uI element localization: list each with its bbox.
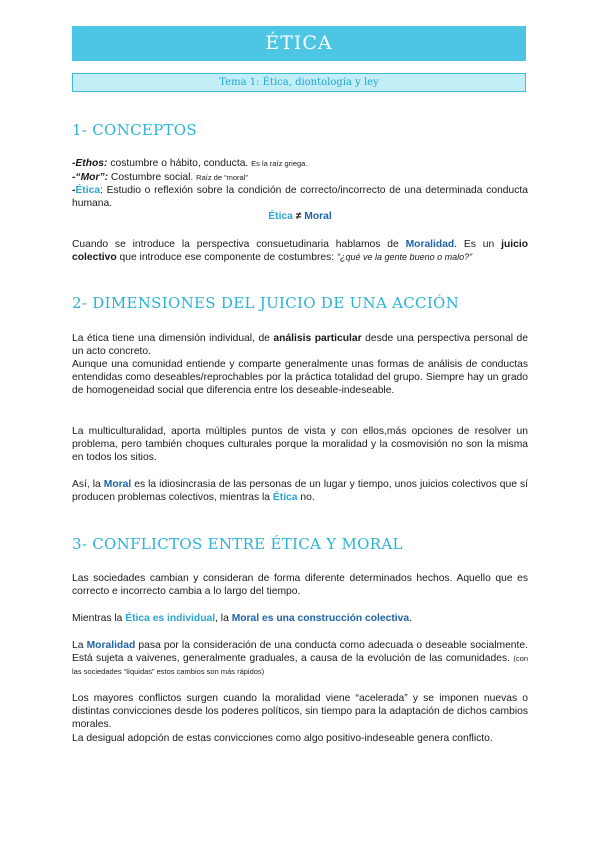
text: Mientras la xyxy=(72,613,126,624)
paragraph-moralidad-sujeta xyxy=(72,639,528,678)
term-ethos: -Ethos: xyxy=(72,158,108,169)
definition-mor xyxy=(72,171,528,184)
paragraph-moral-idiosincrasia xyxy=(72,478,528,504)
text: . xyxy=(409,613,412,624)
highlight: Ética es individual xyxy=(125,613,216,624)
dash: - xyxy=(72,185,76,196)
text: Cuando se introduce la perspectiva consuetudinaria hablamos de xyxy=(72,239,406,250)
text: Así, la xyxy=(72,479,104,490)
eq-right: Moral xyxy=(304,211,332,222)
text: es la idiosincrasia de las personas de un lugar y tiempo, unos juicios colectivos que sí producen problemas colectivos, mientras la xyxy=(72,479,528,504)
section-3-title: 3- CONFLICTOS ENTRE ÉTICA Y MORAL xyxy=(72,535,403,553)
paragraph-moralidad xyxy=(72,238,528,264)
bold-text: juicio colectivo xyxy=(72,239,528,264)
paragraph-desigual: La desigual adopción de estas convicciones como algo positivo-indeseable genera conflicto. xyxy=(72,733,493,744)
highlight: Moralidad xyxy=(86,640,136,651)
document-title: ÉTICA xyxy=(72,26,526,61)
highlight: Moral es una construcción colectiva xyxy=(231,613,410,624)
paragraph-multiculturalidad: La multiculturalidad, aporta múltiples puntos de vista y con ellos,más opciones de resolver un problema, pero también choques culturales porque la moralidad y la cosmovisión no son la misma en todos los sitios. xyxy=(72,426,528,464)
def-etica: : Estudio o reflexión sobre la condición de correcto/incorrecto de una determinada conducta humana. xyxy=(72,185,528,210)
eq-op: ≠ xyxy=(292,211,305,222)
text: La xyxy=(72,640,87,651)
paragraph-dimension xyxy=(72,332,528,397)
bold-text: análisis particular xyxy=(273,333,362,344)
note: (con las sociedades “líquidas” estos cambios son más rápidos) xyxy=(72,654,528,677)
paragraph-conflictos: Los mayores conflictos surgen cuando la moralidad viene “acelerada” y se imponen nuevas o distintas convicciones desde los poderes políticos, sin tiempo para la adaptación de dichos cambios morales. xyxy=(72,693,528,731)
term-etica: Ética xyxy=(75,185,101,196)
definition-ethos xyxy=(72,157,528,170)
def-ethos: costumbre o hábito, conducta. xyxy=(107,158,252,169)
section-2-title: 2- DIMENSIONES DEL JUICIO DE UNA ACCIÓN xyxy=(72,294,460,312)
paragraph-sociedades: Las sociedades cambian y consideran de forma diferente determinados hechos. Aquello que es correcto e incorrecto cambia a lo largo del tiempo. xyxy=(72,573,528,598)
text: pasa por la consideración de una conducta como adecuada o deseable socialmente. Está sujeta a vaivenes, generalmente graduales, a causa de la evolución de las comunidades. xyxy=(72,640,528,665)
def-mor: Costumbre social. xyxy=(108,172,197,183)
paragraph-individual-colectiva xyxy=(72,612,528,625)
term-mor: -“Mor”: xyxy=(72,172,109,183)
text: La ética tiene una dimensión individual, de xyxy=(72,333,274,344)
topic-heading: Tema 1: Ética, diontología y ley xyxy=(72,73,526,92)
definition-etica xyxy=(72,184,528,210)
text: Aunque una comunidad entiende y comparte generalmente unas formas de análisis de conductas entendidas como deseables/reprochables por la práctica totalidad del grupo. Siempre hay un grado de homogeneidad social que diferencia entre los deseable-indeseable. xyxy=(72,359,528,397)
note-ethos: Es la raíz griega. xyxy=(251,159,308,168)
etica-vs-moral xyxy=(72,211,528,222)
text: no. xyxy=(297,492,315,504)
highlight: Moralidad xyxy=(405,239,455,250)
section-1-title: 1- CONCEPTOS xyxy=(72,121,197,139)
text: . Es un xyxy=(454,239,502,250)
note-mor: Raíz de “moral” xyxy=(196,173,248,182)
highlight: Moral xyxy=(103,479,132,490)
quote: “¿qué ve la gente bueno o malo?” xyxy=(337,252,473,263)
text: , la xyxy=(215,613,232,624)
text: desde una perspectiva personal de un acto concreto. xyxy=(72,333,528,358)
text: que introduce ese componente de costumbres: xyxy=(116,252,338,264)
highlight: Ética xyxy=(272,492,298,504)
eq-left: Ética xyxy=(268,211,293,222)
